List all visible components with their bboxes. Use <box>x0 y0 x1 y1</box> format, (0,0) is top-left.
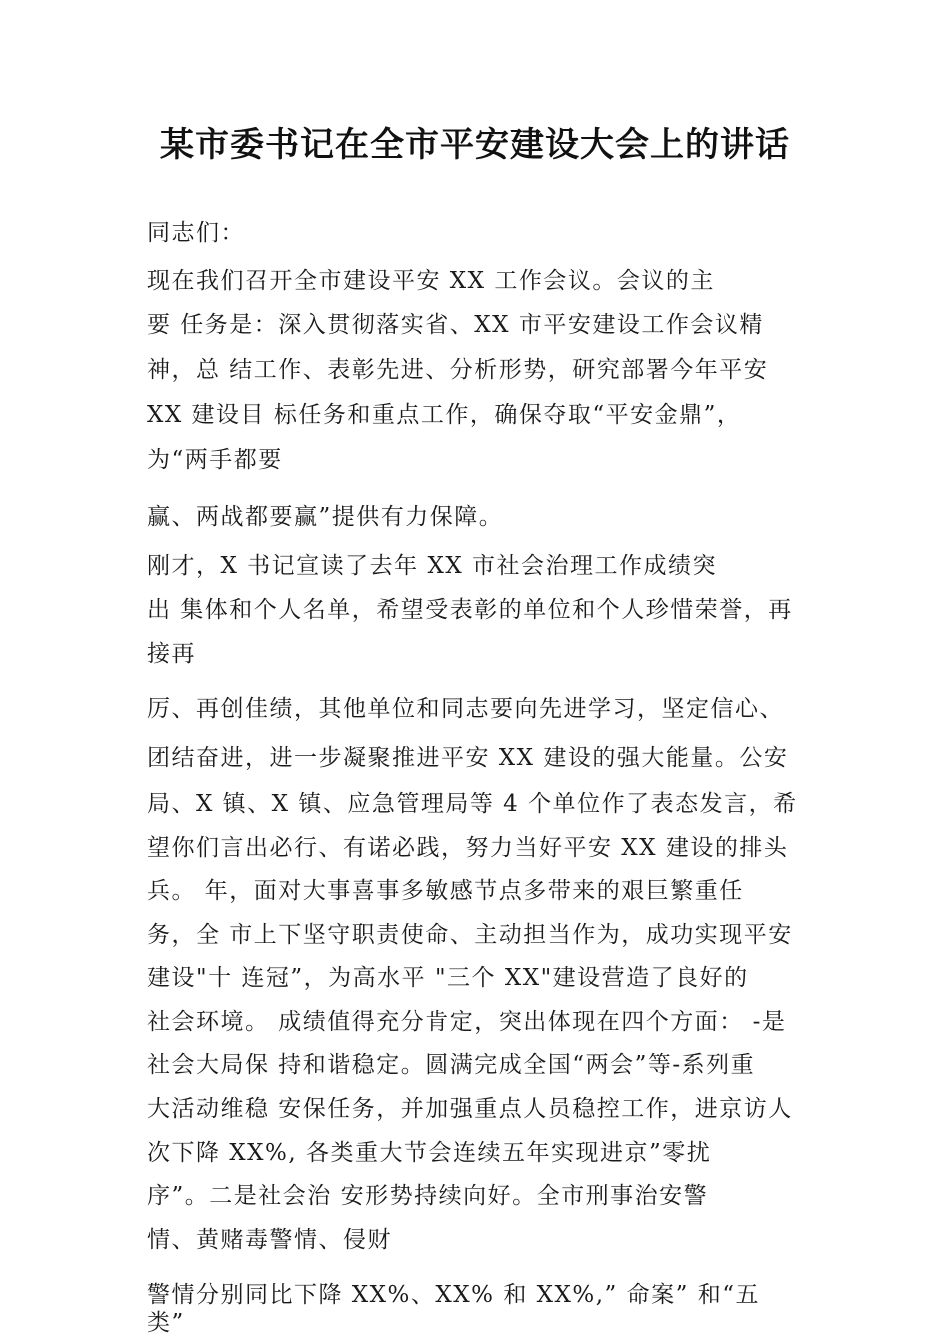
paragraph-line: 现在我们召开全市建设平安 XX 工作会议。会议的主 <box>147 268 715 294</box>
paragraph-line: 情、黄赌毒警情、侵财 <box>147 1227 392 1253</box>
paragraph-line: 局、X 镇、X 镇、应急管理局等 4 个单位作了表态发言，希 <box>147 791 798 817</box>
paragraph-line: 社会大局保 持和谐稳定。圆满完成全国“两会”等-系列重 <box>147 1052 756 1078</box>
paragraph-line: 神，总 结工作、表彰先进、分析形势，研究部署今年平安 <box>147 357 769 383</box>
paragraph-line: XX 建设目 标任务和重点工作，确保夺取“平安金鼎”， <box>147 402 742 428</box>
paragraph-line: 赢、两战都要赢”提供有力保障。 <box>147 504 504 530</box>
salutation: 同志们： <box>147 220 245 246</box>
paragraph-line: 兵。 年，面对大事喜事多敏感节点多带来的艰巨繁重任 <box>147 878 744 904</box>
paragraph-line: 刚才，X 书记宣读了去年 XX 市社会治理工作成绩突 <box>147 553 718 579</box>
paragraph-line: 警情分别同比下降 XX%、XX% 和 XX%,” 命案” 和“五 <box>147 1282 760 1308</box>
paragraph-line: 大活动维稳 安保任务，并加强重点人员稳控工作，进京访人 <box>147 1096 793 1122</box>
paragraph-line: 建设"十 连冠”，为高水平 "三个 XX"建设营造了良好的 <box>147 965 749 991</box>
paragraph-line: 厉、再创佳绩，其他单位和同志要向先进学习，坚定信心、 <box>147 696 784 722</box>
paragraph-line: 务，全 市上下坚守职责使命、主动担当作为，成功实现平安 <box>147 922 793 948</box>
document-title: 某市委书记在全市平安建设大会上的讲话 <box>160 125 790 165</box>
paragraph-line: 出 集体和个人名单，希望受表彰的单位和个人珍惜荣誉，再 <box>147 597 793 623</box>
paragraph-line: 次下降 XX%, 各类重大节会连续五年实现进京”零扰 <box>147 1140 712 1166</box>
paragraph-line: 社会环境。 成绩值得充分肯定，突出体现在四个方面： -是 <box>147 1009 787 1035</box>
paragraph-line: 为“两手都要 <box>147 447 283 473</box>
paragraph-line: 望你们言出必行、有诺必践，努力当好平安 XX 建设的排头 <box>147 835 789 861</box>
paragraph-line: 要 任务是：深入贯彻落实省、XX 市平安建设工作会议精 <box>147 312 764 338</box>
paragraph-line: 接再 <box>147 641 196 667</box>
paragraph-line: 序”。二是社会治 安形势持续向好。全市刑事治安警 <box>147 1183 709 1209</box>
paragraph-line: 团结奋进，进一步凝聚推进平安 XX 建设的强大能量。公安 <box>147 745 789 771</box>
paragraph-line: 类” <box>147 1310 185 1336</box>
